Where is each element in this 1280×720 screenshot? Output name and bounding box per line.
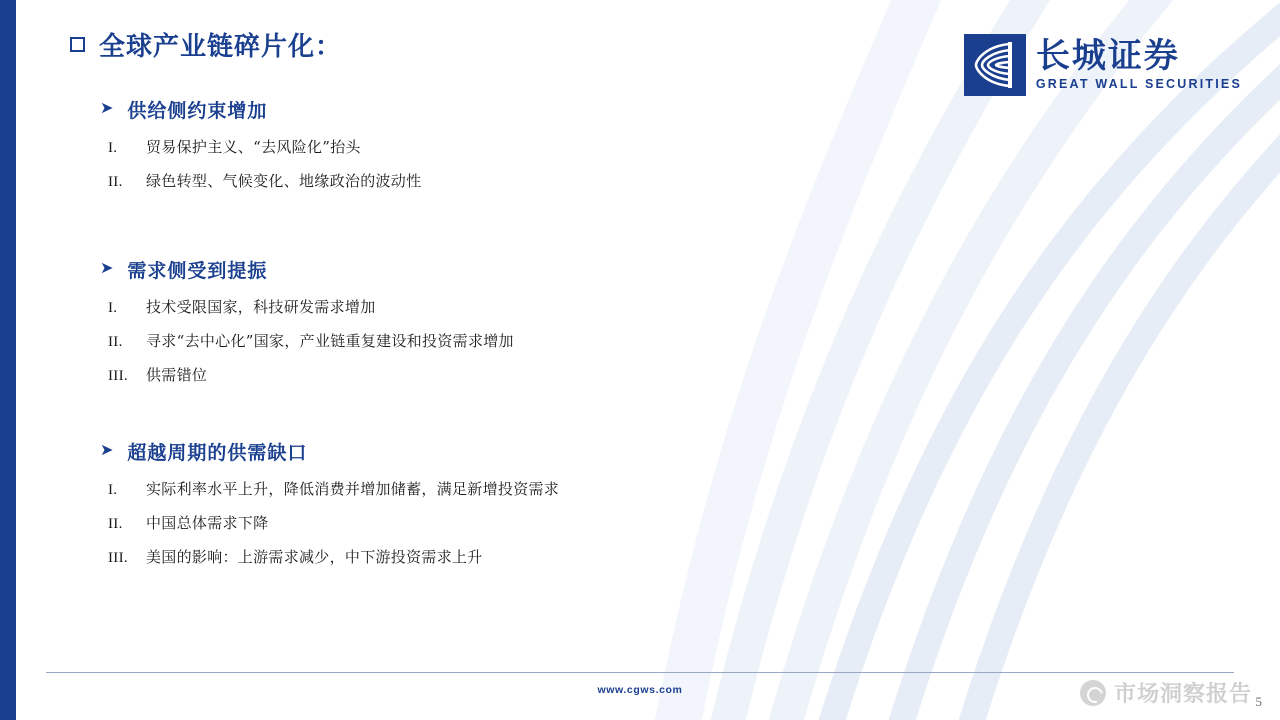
logo-name-en: GREAT WALL SECURITIES xyxy=(1035,77,1242,92)
list-item-text: 中国总体需求下降 xyxy=(146,514,269,532)
section-title: 供给侧约束增加 xyxy=(127,100,268,122)
watermark xyxy=(1080,677,1252,708)
list-item-text: 绿色转型、气候变化、地缘政治的波动性 xyxy=(146,172,422,190)
list-item xyxy=(108,330,1100,351)
section-title: 需求侧受到提振 xyxy=(127,260,268,282)
section-items xyxy=(100,136,1100,191)
list-item xyxy=(108,478,1100,499)
company-logo xyxy=(964,34,1242,96)
list-item xyxy=(108,170,1100,191)
slide-content xyxy=(100,96,1100,580)
footer-website-url: www.cgws.com xyxy=(597,684,683,696)
list-item xyxy=(108,546,1100,567)
list-item-number: I. xyxy=(108,482,118,498)
section-heading-row xyxy=(100,438,1100,465)
great-wall-logo-icon xyxy=(964,34,1026,96)
arrow-bullet-icon: ➤ xyxy=(100,259,114,277)
logo-name-cn: 长城证券 xyxy=(1035,36,1180,77)
list-item-number: II. xyxy=(108,334,123,350)
section-heading-row xyxy=(100,256,1100,283)
page-title: 全球产业链碎片化： xyxy=(99,32,343,62)
list-item-text: 贸易保护主义、“去风险化”抬头 xyxy=(146,138,361,156)
list-item-text: 供需错位 xyxy=(146,366,208,384)
section-supply-demand-gap xyxy=(100,438,1100,567)
watermark-text: 市场洞察报告 xyxy=(1113,682,1252,707)
list-item-number: III. xyxy=(108,550,128,566)
section-heading-row xyxy=(100,96,1100,123)
list-item xyxy=(108,136,1100,157)
list-item-number: I. xyxy=(108,140,118,156)
square-bullet-icon xyxy=(70,37,85,52)
page-title-row xyxy=(70,26,342,63)
left-accent-bar xyxy=(0,0,16,720)
list-item-number: III. xyxy=(108,368,128,384)
arrow-bullet-icon: ➤ xyxy=(100,99,114,117)
list-item-number: I. xyxy=(108,300,118,316)
list-item-text: 技术受限国家，科技研发需求增加 xyxy=(146,298,376,316)
footer-divider xyxy=(46,672,1234,673)
list-item xyxy=(108,512,1100,533)
logo-wordmark xyxy=(1035,36,1242,92)
list-item-number: II. xyxy=(108,516,123,532)
list-item-number: II. xyxy=(108,174,123,190)
section-supply-side xyxy=(100,96,1100,191)
section-title: 超越周期的供需缺口 xyxy=(127,442,308,464)
list-item-text: 美国的影响：上游需求减少，中下游投资需求上升 xyxy=(146,548,483,566)
page-number: 5 xyxy=(1255,694,1262,709)
weibo-icon xyxy=(1080,680,1106,706)
section-items xyxy=(100,296,1100,385)
section-items xyxy=(100,478,1100,567)
list-item xyxy=(108,296,1100,317)
arrow-bullet-icon: ➤ xyxy=(100,441,114,459)
section-spacer xyxy=(100,398,1100,438)
section-spacer xyxy=(100,204,1100,256)
list-item-text: 实际利率水平上升，降低消费并增加储蓄，满足新增投资需求 xyxy=(146,480,560,498)
list-item xyxy=(108,364,1100,385)
list-item-text: 寻求“去中心化”国家，产业链重复建设和投资需求增加 xyxy=(146,332,514,350)
section-demand-side xyxy=(100,256,1100,385)
